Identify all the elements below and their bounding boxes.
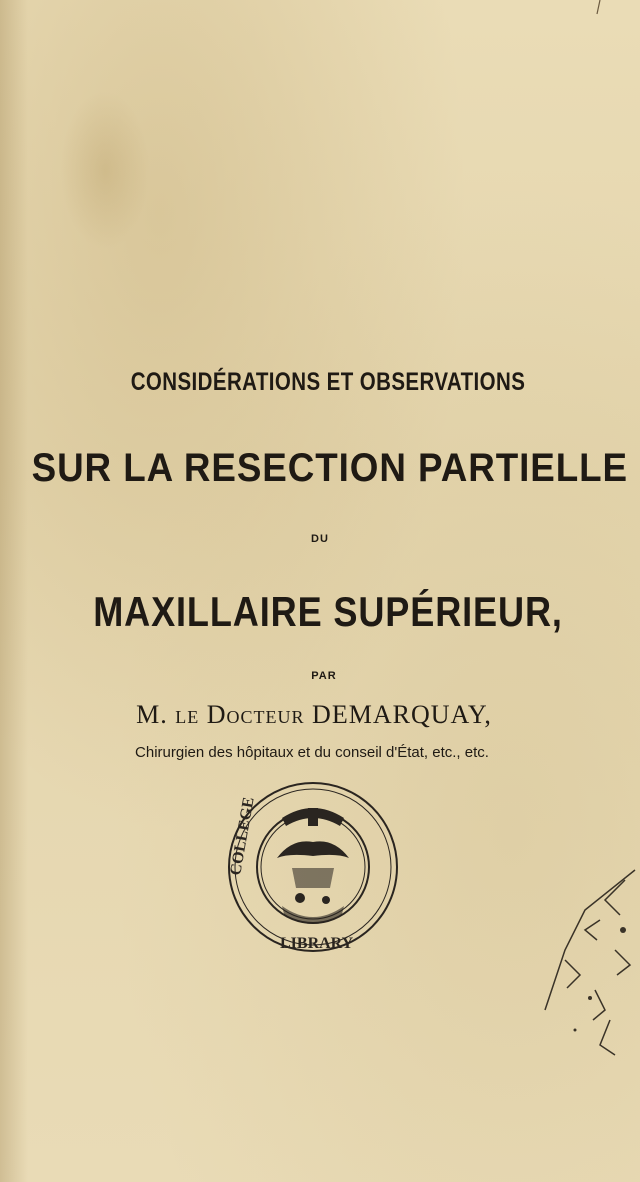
connector-du: DU xyxy=(311,533,329,545)
title-line-2: SUR LA RESECTION PARTIELLE xyxy=(31,446,628,490)
author-credentials: Chirurgien des hôpitaux et du conseil d'État, etc., etc. xyxy=(135,744,489,761)
paper-stain xyxy=(60,90,150,250)
author-name: M. le Docteur DEMARQUAY, xyxy=(136,700,492,729)
ink-smudge-icon xyxy=(505,860,640,1060)
title-line-1: CONSIDÉRATIONS ET OBSERVATIONS xyxy=(130,368,526,396)
title-line-3: MAXILLAIRE SUPÉRIEUR, xyxy=(93,588,563,635)
page-edge-shadow xyxy=(0,0,28,1182)
library-stamp-icon xyxy=(222,778,404,956)
stamp-text-bottom: LIBRARY xyxy=(280,935,354,952)
pencil-mark-icon xyxy=(588,0,608,20)
connector-par: PAR xyxy=(311,670,337,682)
stamp-text-top: COLLEGE xyxy=(227,795,258,877)
